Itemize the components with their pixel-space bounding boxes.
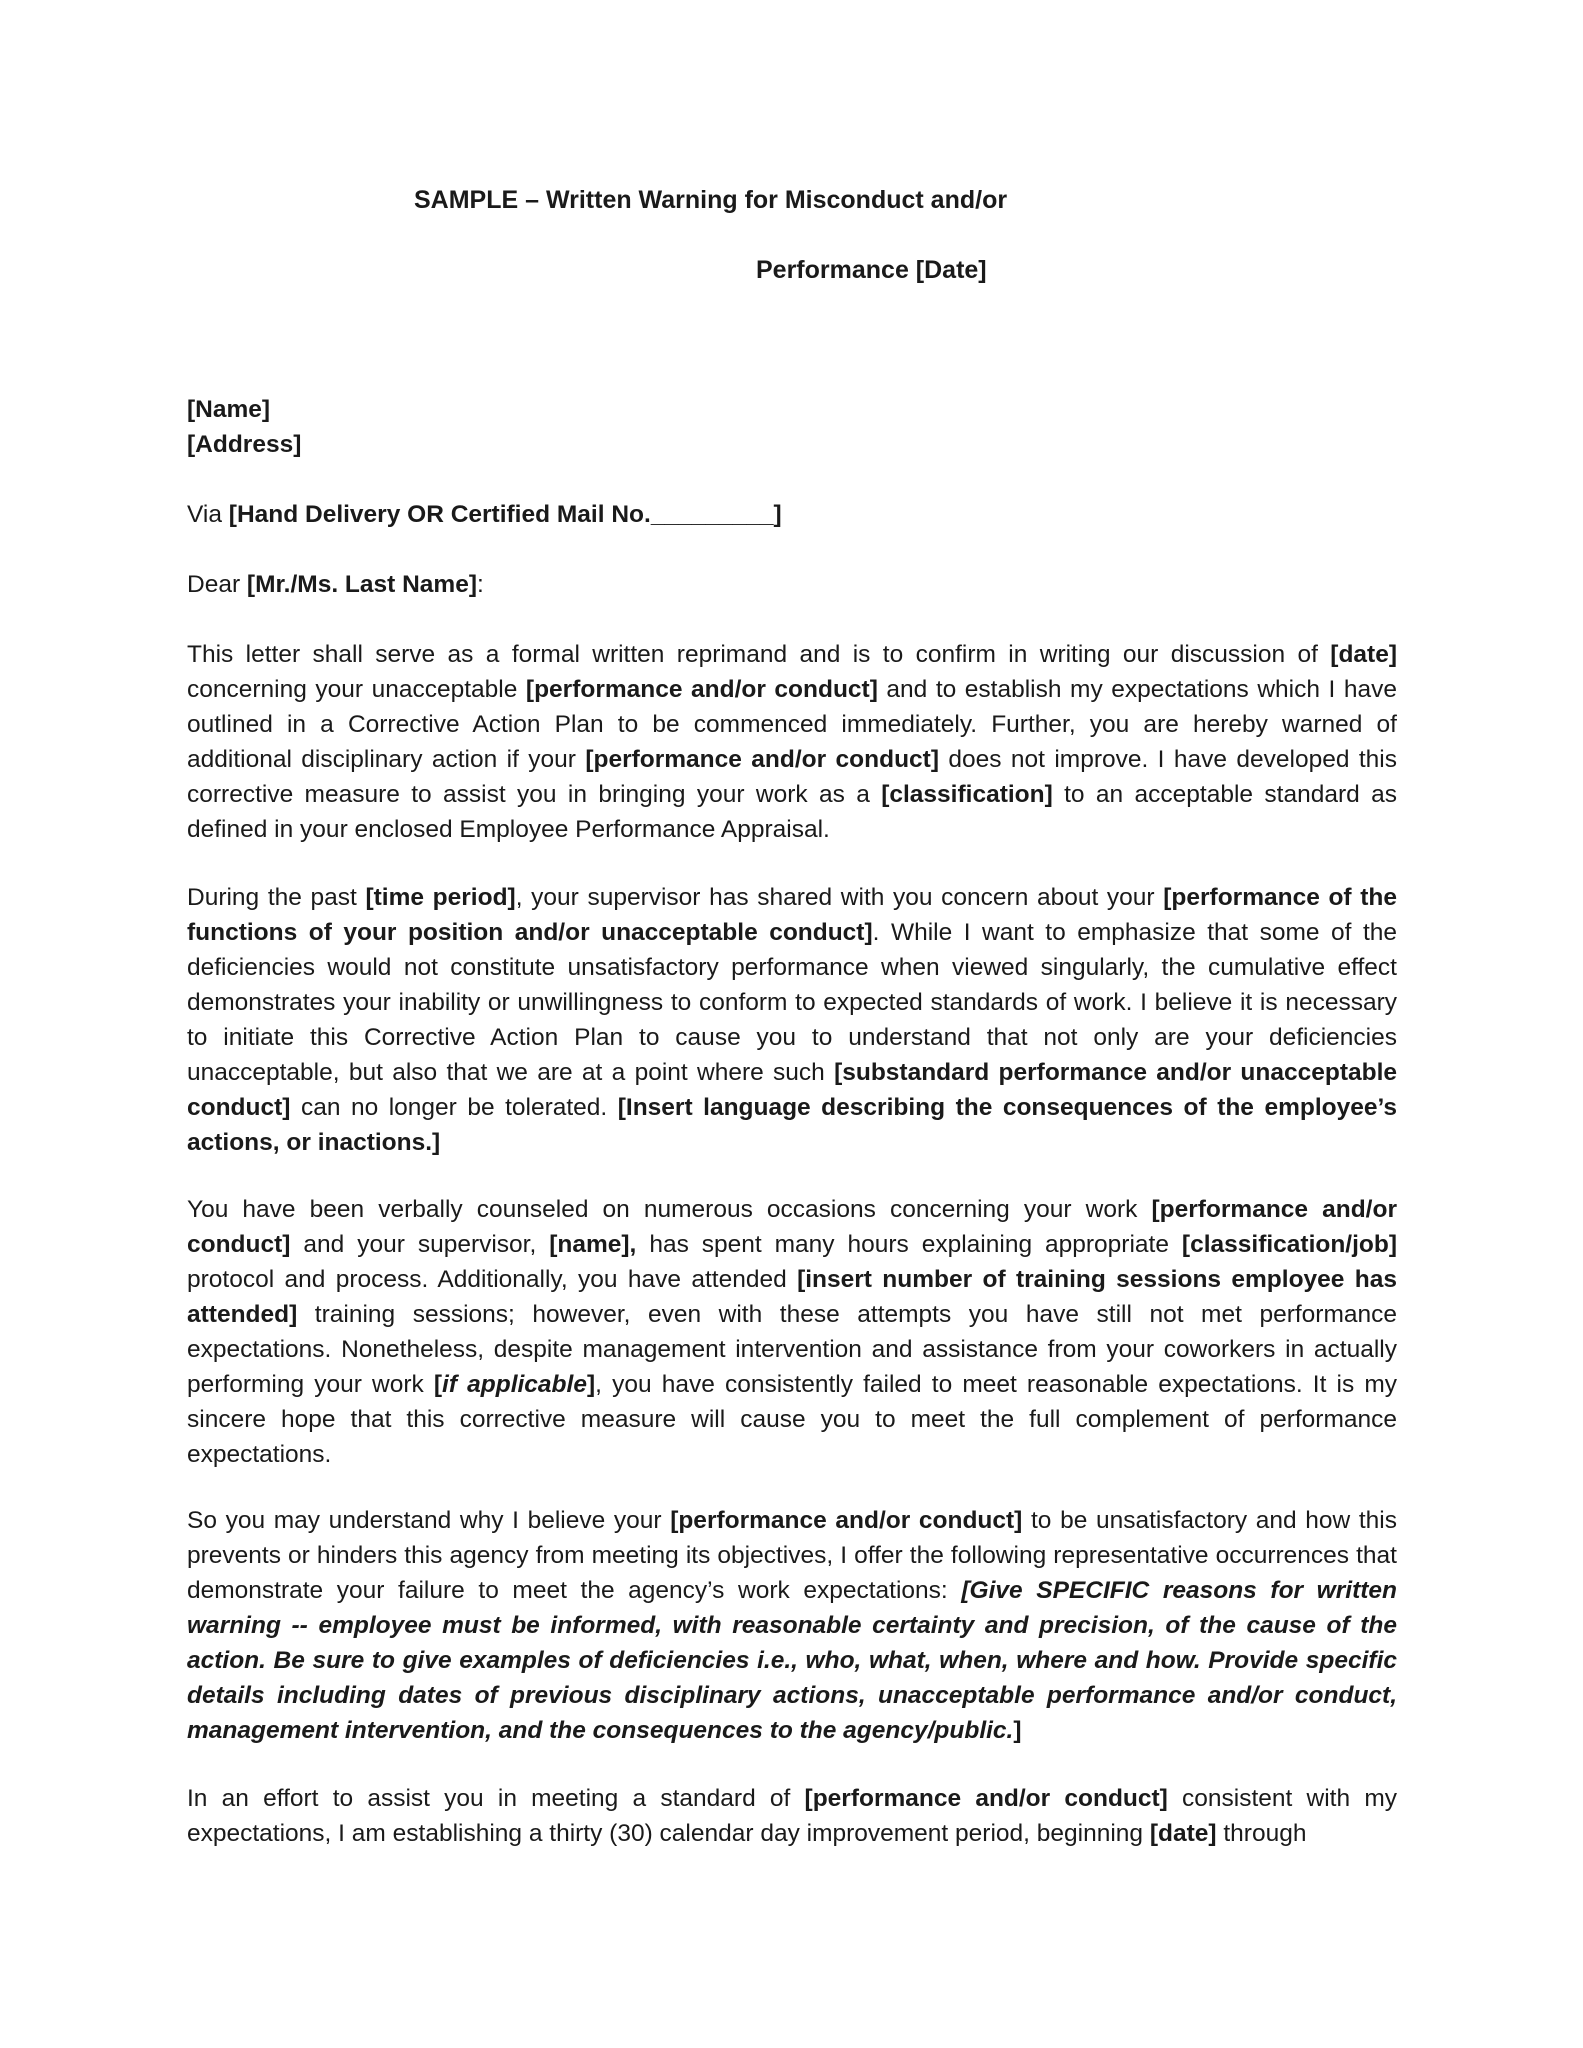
letter-title-date: Performance [Date] <box>756 256 987 284</box>
paragraph-concerns <box>187 880 1397 1160</box>
text-run: concerning your unacceptable <box>187 676 526 703</box>
placeholder-classification-job: [classification/job] <box>1181 1231 1398 1258</box>
text-run: During the past <box>187 884 366 911</box>
text-run: and to establish my expectations which I have outlined in a Corrective Action Plan to be commenced immediately. Further, you are hereby warned of additional disciplinary action if your <box>187 676 1397 773</box>
bracket-open: [ <box>433 1371 443 1398</box>
delivery-method-line <box>187 497 1397 532</box>
placeholder-training-sessions: [insert number of training sessions employee has attended] <box>187 1266 1398 1328</box>
delivery-method: [Hand Delivery OR Certified Mail No. <box>228 501 651 528</box>
paragraph-reprimand <box>187 637 1397 847</box>
placeholder-consequences: [Insert language describing the consequences of the employee’s actions, or inactions.] <box>187 1094 1397 1156</box>
paragraph-counseling <box>187 1192 1397 1472</box>
salutation-prefix: Dear <box>187 571 247 598</box>
placeholder-substandard-performance: [substandard performance and/or unacceptable conduct] <box>187 1059 1398 1121</box>
placeholder-if-applicable: if applicable <box>442 1371 587 1398</box>
recipient-address: [Address] <box>187 431 302 458</box>
placeholder-performance-conduct: [performance and/or conduct] <box>585 746 939 773</box>
placeholder-performance-conduct: [performance and/or conduct] <box>525 676 878 703</box>
text-run: protocol and process. Additionally, you have attended <box>187 1266 798 1293</box>
text-run: can no longer be tolerated. <box>290 1094 618 1121</box>
text-run: , your supervisor has shared with you concern about your <box>515 884 1164 911</box>
bracket-close: ] <box>1013 1717 1022 1744</box>
text-run: has spent many hours explaining appropriate <box>636 1231 1182 1258</box>
placeholder-performance-of-functions: [performance of the functions of your position and/or unacceptable conduct] <box>187 884 1397 946</box>
letter-title: SAMPLE – Written Warning for Misconduct and/or <box>414 186 1008 214</box>
text-run: . While I want to emphasize that some of the deficiencies would not constitute unsatisfactory performance when viewed singularly, the cumulative effect demonstrates your inability or unwillingness to conform to expected standards of work. I believe it is necessary to initiate this Corrective Action Plan to cause you to understand that not only are your deficiencies unacceptable, but also that we are at a point where such <box>187 919 1397 1086</box>
recipient-name: [Name] <box>187 396 271 423</box>
text-run: consistent with my expectations, I am establishing a thirty (30) calendar day improvement period, beginning <box>187 1785 1397 1847</box>
text-run: to be unsatisfactory and how this prevents or hinders this agency from meeting its objectives, I offer the following representative occurrences that demonstrate your failure to meet the agency’s work expectations: <box>187 1507 1397 1604</box>
text-run: through <box>1216 1820 1307 1847</box>
placeholder-date: [date] <box>1149 1820 1217 1847</box>
text-run: training sessions; however, even with these attempts you have still not met performance expectations. Nonetheless, despite management intervention and assistance from your coworkers in actually performing your work <box>187 1301 1397 1398</box>
text-run: does not improve. I have developed this corrective measure to assist you in bringing your work as a <box>187 746 1397 808</box>
paragraph-occurrences <box>187 1503 1397 1748</box>
via-label: Via <box>187 501 229 528</box>
text-run: So you may understand why I believe your <box>187 1507 671 1534</box>
mail-number-blank: _________ <box>650 501 774 528</box>
delivery-bracket-close: ] <box>773 501 782 528</box>
salutation <box>187 567 1397 602</box>
salutation-name: [Mr./Ms. Last Name] <box>246 571 478 598</box>
placeholder-classification: [classification] <box>881 781 1053 808</box>
paragraph-improvement-period <box>187 1781 1397 1851</box>
placeholder-date: [date] <box>1330 641 1397 668</box>
placeholder-performance-conduct: [performance and/or conduct] <box>670 1507 1023 1534</box>
bracket-close: ] <box>586 1371 596 1398</box>
placeholder-performance-conduct: [performance and/or conduct] <box>804 1785 1168 1812</box>
placeholder-time-period: [time period] <box>365 884 516 911</box>
text-run: , you have consistently failed to meet reasonable expectations. It is my sincere hope that this corrective measure will cause you to meet the full complement of performance expectations. <box>187 1371 1397 1468</box>
text-run: to an acceptable standard as defined in your enclosed Employee Performance Appraisal. <box>187 781 1397 843</box>
salutation-colon: : <box>477 571 484 598</box>
placeholder-performance-conduct: [performance and/or conduct] <box>187 1196 1397 1258</box>
text-run: This letter shall serve as a formal written reprimand and is to confirm in writing our discussion of <box>187 641 1331 668</box>
placeholder-name: [name], <box>549 1231 637 1258</box>
text-run: In an effort to assist you in meeting a standard of <box>187 1785 805 1812</box>
placeholder-specific-reasons: [Give SPECIFIC reasons for written warning -- employee must be informed, with reasonable certainty and precision, of the cause of the action. Be sure to give examples of deficiencies i.e., who, what, when, where and how. Provide specific details including dates of previous disciplinary actions, unacceptable performance and/or conduct, management intervention, and the consequences to the agency/public. <box>187 1577 1397 1744</box>
text-run: You have been verbally counseled on numerous occasions concerning your work <box>187 1196 1152 1223</box>
recipient-block <box>187 392 1397 462</box>
text-run: and your supervisor, <box>290 1231 550 1258</box>
